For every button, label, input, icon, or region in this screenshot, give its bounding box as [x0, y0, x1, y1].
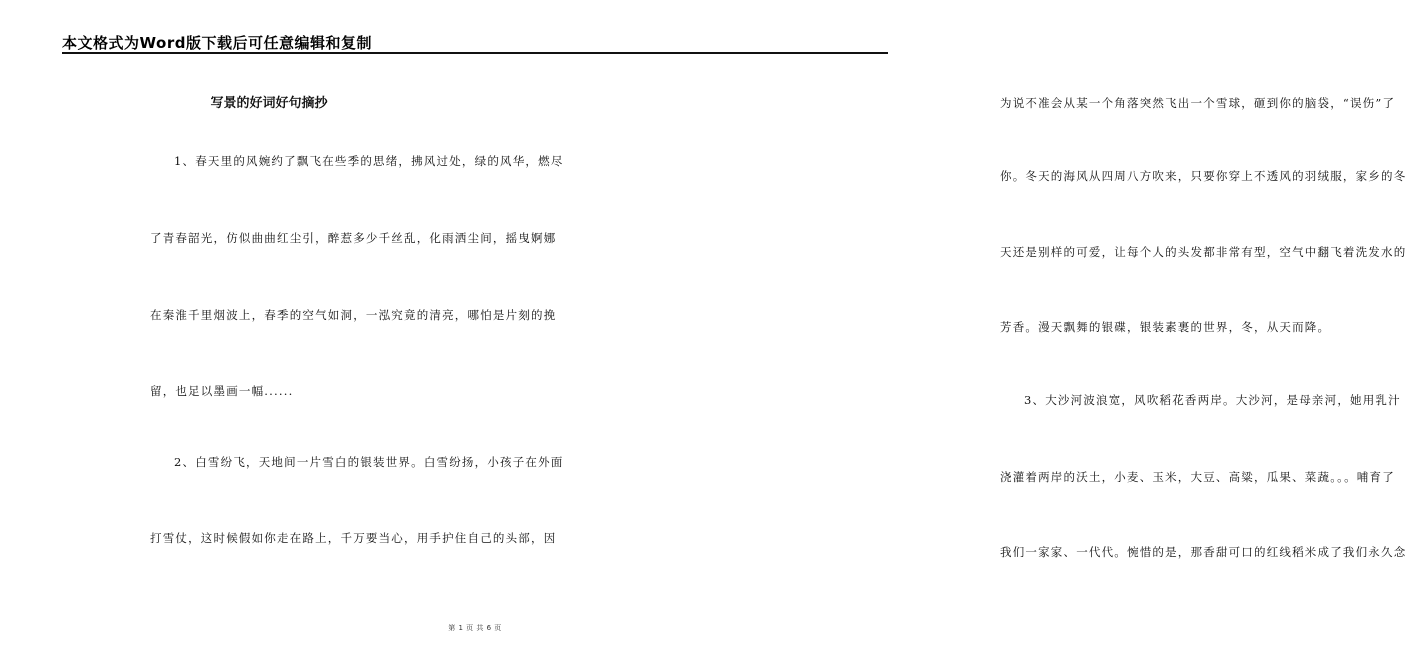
text-line: 你。冬天的海风从四周八方吹来，只要你穿上不透风的羽绒服，家乡的冬	[1000, 169, 1406, 183]
page-number: 第 1 页 共 6 页	[448, 624, 502, 632]
header-divider	[62, 52, 888, 54]
download-banner: 本文格式为Word版下载后可任意编辑和复制	[62, 34, 372, 52]
text-line: 芳香。漫天飘舞的银碟，银装素裹的世界，冬，从天而降。	[1000, 320, 1331, 334]
text-line: 为说不准会从某一个角落突然飞出一个雪球，砸到你的脑袋，“误伤”了	[1000, 96, 1396, 110]
text-line: 浇灌着两岸的沃土，小麦、玉米，大豆、高粱，瓜果、菜蔬。。。哺育了	[1000, 470, 1395, 484]
text-line: 了青春韶光，仿似曲曲红尘引，醉惹多少千丝乱，化雨洒尘间，摇曳婀娜	[150, 231, 557, 245]
text-line: 留，也足以墨画一幅......	[150, 384, 294, 398]
text-line: 天还是别样的可爱，让每个人的头发都非常有型，空气中翻飞着洗发水的	[1000, 245, 1406, 259]
text-line: 我们一家家、一代代。惋惜的是，那香甜可口的红线稻米成了我们永久念	[1000, 545, 1406, 559]
text-line: 1、春天里的风婉约了飘飞在些季的思绪，拂风过处，绿的风华，燃尽	[174, 154, 564, 168]
text-line: 3、大沙河波浪宽，风吹稻花香两岸。大沙河，是母亲河，她用乳汁	[1024, 393, 1401, 407]
text-line: 打雪仗，这时候假如你走在路上，千万要当心，用手护住自己的头部，因	[150, 531, 557, 545]
text-line: 在秦淮千里烟波上，春季的空气如洞，一泓究竟的清亮，哪怕是片刻的挽	[150, 308, 557, 322]
text-line: 2、白雪纷飞，天地间一片雪白的银装世界。白雪纷扬，小孩子在外面	[174, 455, 564, 469]
document-title: 写景的好词好句摘抄	[210, 96, 328, 111]
